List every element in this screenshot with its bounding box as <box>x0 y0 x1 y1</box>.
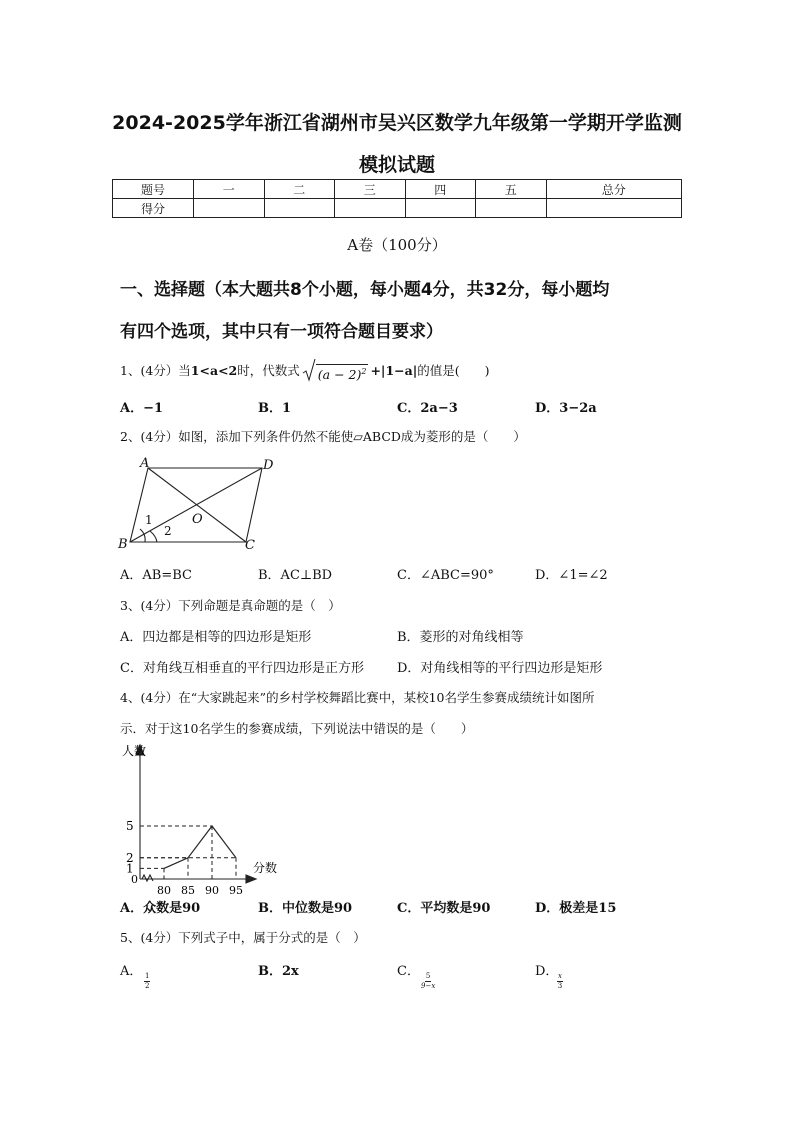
q3-option-d[interactable]: D．对角线相等的平行四边形是矩形 <box>397 661 603 676</box>
table-cell: 得分 <box>113 199 194 218</box>
table-row <box>113 199 682 218</box>
x-tick-label-95: 95 <box>229 884 243 897</box>
question-5: 5、(4分）下列式子中，属于分式的是（ ） <box>120 930 366 945</box>
y-tick-label-1: 1 <box>126 861 134 876</box>
q1-option-b[interactable]: B．1 <box>258 401 292 416</box>
table-cell: 五 <box>476 180 547 199</box>
q1-radicand: (a − 2) <box>317 367 362 382</box>
table-cell <box>476 199 547 218</box>
fraction-numerator: x <box>558 972 562 980</box>
angle-2-arc <box>150 531 157 542</box>
x-tick-label-85: 85 <box>181 884 195 897</box>
q1-suffix: 的值是( ) <box>417 363 490 378</box>
q1-option-d[interactable]: D．3−2a <box>535 401 597 416</box>
page-title: 2024-2025学年浙江省湖州市吴兴区数学九年级第一学期开学监测 <box>112 112 682 134</box>
page-title-line2: 模拟试题 <box>358 154 435 176</box>
table-row <box>113 180 682 199</box>
table-cell: 题号 <box>113 180 194 199</box>
fraction-denominator: 2 <box>145 982 150 990</box>
question-2: 2、(4分）如图，添加下列条件仍然不能使▱ABCD成为菱形的是（ ） <box>120 429 526 444</box>
q1-middle: 时，代数式 <box>237 363 300 378</box>
radical-sign-icon <box>302 358 316 382</box>
q1-option-c[interactable]: C．2a−3 <box>397 401 458 416</box>
part-heading: 一、选择题（本大题共8个小题，每小题4分，共32分，每小题均 <box>120 280 610 300</box>
table-cell <box>264 199 335 218</box>
question-1 <box>120 358 490 382</box>
q1-prefix: 1、(4分）当 <box>120 363 191 378</box>
x-axis-arrow-icon <box>246 875 256 883</box>
q5-option-a[interactable] <box>120 960 150 990</box>
q5-option-d-letter: D． <box>535 964 559 979</box>
q1-exponent: 2 <box>361 366 367 376</box>
label-a: A <box>140 456 150 471</box>
q5-option-c-letter: C． <box>397 964 420 979</box>
q4-option-c[interactable]: C．平均数是90 <box>397 901 491 916</box>
q2-option-c[interactable]: C．∠ABC=90° <box>397 568 494 583</box>
q4-option-d[interactable]: D．极差是15 <box>535 901 617 916</box>
parallelogram-figure <box>112 452 282 554</box>
table-cell <box>335 199 406 218</box>
q5-option-a-letter: A． <box>120 964 143 979</box>
table-cell: 一 <box>194 180 265 199</box>
part-heading-line2: 有四个选项，其中只有一项符合题目要求） <box>120 322 443 342</box>
sqrt-expression <box>302 358 369 382</box>
q4-option-a[interactable]: A．众数是90 <box>120 901 201 916</box>
y-tick-label-2: 2 <box>126 850 134 865</box>
q3-option-b[interactable]: B．菱形的对角线相等 <box>397 630 524 645</box>
q5-option-d[interactable] <box>535 960 563 990</box>
q1-abs-term: +|1−a| <box>370 362 418 378</box>
label-angle-2: 2 <box>164 524 172 538</box>
q2-option-d[interactable]: D．∠1=∠2 <box>535 568 608 583</box>
q4-option-b[interactable]: B．中位数是90 <box>258 901 353 916</box>
q5-fraction-a <box>144 972 150 991</box>
label-angle-1: 1 <box>145 513 153 527</box>
question-4-line2: 示．对于这10名学生的参赛成绩，下列说法中错误的是（ ） <box>120 721 474 736</box>
diagonal-bd <box>130 468 262 542</box>
score-line-chart <box>112 741 292 897</box>
label-d: D <box>263 458 274 473</box>
q5-option-b-letter: B． <box>258 964 282 979</box>
fraction-numerator: 5 <box>425 972 431 980</box>
q3-option-a[interactable]: A．四边都是相等的四边形是矩形 <box>120 630 312 645</box>
score-table <box>112 179 682 218</box>
fraction-denominator: 9−x <box>421 982 436 990</box>
q5-option-c[interactable] <box>397 960 436 990</box>
x-tick-label-90: 90 <box>205 884 219 897</box>
table-cell <box>405 199 476 218</box>
section-title: A卷（100分） <box>347 236 447 254</box>
q5-option-b[interactable] <box>258 960 299 979</box>
q2-option-a[interactable]: A．AB=BC <box>120 568 192 583</box>
fraction-numerator: 1 <box>145 972 150 980</box>
q5-fraction-c <box>421 972 435 991</box>
y-axis-label: 人数 <box>122 744 147 758</box>
label-c: C <box>245 538 255 553</box>
label-b: B <box>118 537 128 552</box>
q3-option-c[interactable]: C．对角线互相垂直的平行四边形是正方形 <box>120 661 364 676</box>
fraction-denominator: 3 <box>557 982 563 990</box>
axis-break-icon <box>142 875 153 881</box>
x-tick-label-80: 80 <box>157 884 171 897</box>
origin-label: 0 <box>131 873 138 886</box>
y-tick-label-5: 5 <box>126 819 134 833</box>
table-cell: 二 <box>264 180 335 199</box>
q5-fraction-d <box>557 972 563 991</box>
q1-option-a[interactable]: A．−1 <box>120 401 164 416</box>
question-3: 3、(4分）下列命题是真命题的是（ ） <box>120 598 341 613</box>
table-cell <box>194 199 265 218</box>
question-4-line1: 4、(4分）在“大家跳起来”的乡村学校舞蹈比赛中，某校10名学生参赛成绩统计如图所 <box>120 690 595 705</box>
label-o: O <box>192 512 203 527</box>
q2-option-b[interactable]: B．AC⊥BD <box>258 568 333 583</box>
q1-range: 1<a<2 <box>190 362 238 378</box>
q5-option-b-value: 2x <box>282 964 299 979</box>
table-cell <box>546 199 682 218</box>
table-cell: 三 <box>335 180 406 199</box>
table-cell: 四 <box>405 180 476 199</box>
table-cell: 总分 <box>546 180 682 199</box>
series-line <box>164 826 236 868</box>
x-axis-label: 分数 <box>253 861 278 875</box>
